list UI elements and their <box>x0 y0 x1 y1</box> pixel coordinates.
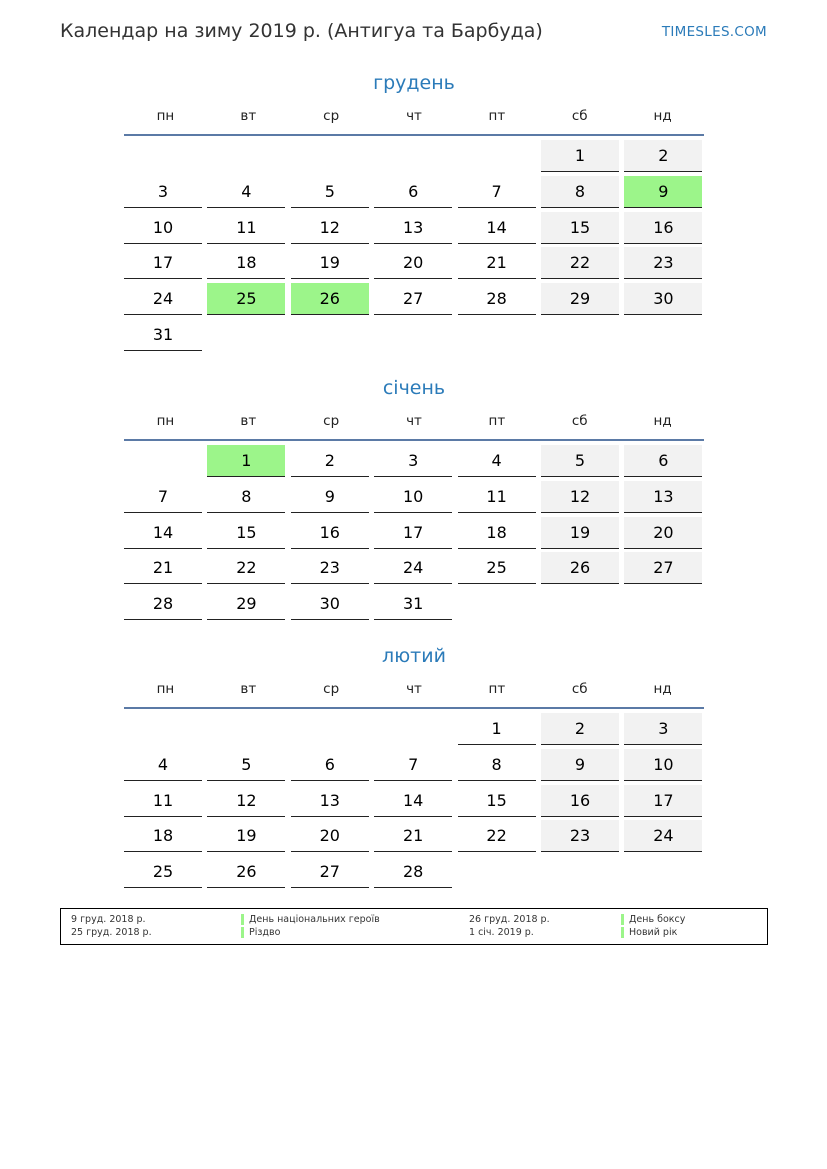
day-cell: 6 <box>624 445 702 477</box>
day-cell: 19 <box>291 247 369 279</box>
day-cell: 28 <box>374 856 452 888</box>
weekday-label: пн <box>156 413 175 429</box>
holiday-day-cell: 1 <box>207 445 285 477</box>
legend-date: 9 груд. 2018 р. <box>71 914 146 925</box>
day-cell: 1 <box>541 140 619 172</box>
day-cell: 21 <box>124 552 202 584</box>
holiday-color-marker <box>621 927 624 938</box>
day-cell: 27 <box>374 283 452 315</box>
day-cell: 17 <box>624 785 702 817</box>
weekday-header <box>124 410 704 432</box>
day-cell: 9 <box>541 749 619 781</box>
day-cell: 24 <box>374 552 452 584</box>
day-cell: 18 <box>458 517 536 549</box>
day-cell: 26 <box>207 856 285 888</box>
weekday-label: пн <box>156 681 175 697</box>
day-cell: 8 <box>458 749 536 781</box>
weekday-label: вт <box>240 681 257 697</box>
day-cell: 13 <box>624 481 702 513</box>
weekday-label: сб <box>571 413 588 429</box>
day-cell: 18 <box>207 247 285 279</box>
day-cell: 18 <box>124 820 202 852</box>
day-cell: 26 <box>541 552 619 584</box>
holiday-color-marker <box>241 927 244 938</box>
day-cell: 15 <box>458 785 536 817</box>
day-cell: 5 <box>291 176 369 208</box>
day-cell: 15 <box>207 517 285 549</box>
day-cell: 5 <box>207 749 285 781</box>
day-cell: 10 <box>124 212 202 244</box>
day-cell: 6 <box>291 749 369 781</box>
weekday-label: ср <box>323 681 340 697</box>
day-cell: 19 <box>207 820 285 852</box>
day-cell: 27 <box>291 856 369 888</box>
weekday-label: вт <box>240 108 257 124</box>
legend-holiday-name: Різдво <box>249 927 281 938</box>
holiday-day-cell: 25 <box>207 283 285 315</box>
legend-holiday-name: День боксу <box>629 914 686 925</box>
day-cell: 12 <box>291 212 369 244</box>
day-cell: 30 <box>624 283 702 315</box>
day-cell: 22 <box>207 552 285 584</box>
weekday-header <box>124 678 704 700</box>
weekday-label: ср <box>323 413 340 429</box>
day-cell: 4 <box>124 749 202 781</box>
legend-holiday-name: Новий рік <box>629 927 678 938</box>
day-cell: 31 <box>124 319 202 351</box>
day-cell: 22 <box>458 820 536 852</box>
weekday-label: пн <box>156 108 175 124</box>
day-cell: 23 <box>291 552 369 584</box>
day-grid <box>124 140 704 355</box>
day-cell: 7 <box>374 749 452 781</box>
month-title: грудень <box>373 72 455 94</box>
day-cell: 16 <box>291 517 369 549</box>
day-cell: 22 <box>541 247 619 279</box>
month-calendar <box>124 70 704 355</box>
day-cell: 13 <box>291 785 369 817</box>
holiday-day-cell: 26 <box>291 283 369 315</box>
day-grid <box>124 713 704 892</box>
holiday-color-marker <box>241 914 244 925</box>
day-cell: 8 <box>207 481 285 513</box>
day-cell: 27 <box>624 552 702 584</box>
header-divider <box>124 134 704 136</box>
day-cell: 15 <box>541 212 619 244</box>
day-cell: 17 <box>124 247 202 279</box>
weekday-label: чт <box>406 108 422 124</box>
holiday-legend <box>60 908 768 945</box>
day-cell: 30 <box>291 588 369 620</box>
day-cell: 3 <box>374 445 452 477</box>
day-cell: 3 <box>124 176 202 208</box>
holiday-day-cell: 9 <box>624 176 702 208</box>
brand-link[interactable]: TIMESLES.COM <box>661 24 767 40</box>
day-cell: 14 <box>124 517 202 549</box>
day-cell: 29 <box>541 283 619 315</box>
weekday-label: сб <box>571 108 588 124</box>
day-cell: 2 <box>541 713 619 745</box>
month-title: січень <box>382 377 446 399</box>
weekday-label: чт <box>406 681 422 697</box>
day-cell: 10 <box>624 749 702 781</box>
day-cell: 11 <box>458 481 536 513</box>
day-cell: 11 <box>124 785 202 817</box>
day-cell: 29 <box>207 588 285 620</box>
day-cell: 25 <box>458 552 536 584</box>
header-divider <box>124 439 704 441</box>
weekday-label: нд <box>653 108 672 124</box>
weekday-label: вт <box>240 413 257 429</box>
day-cell: 24 <box>124 283 202 315</box>
day-cell: 28 <box>124 588 202 620</box>
day-cell: 28 <box>458 283 536 315</box>
day-cell: 1 <box>458 713 536 745</box>
day-cell: 10 <box>374 481 452 513</box>
weekday-header <box>124 105 704 127</box>
day-cell: 23 <box>624 247 702 279</box>
holiday-color-marker <box>621 914 624 925</box>
day-cell: 21 <box>374 820 452 852</box>
day-cell: 31 <box>374 588 452 620</box>
day-cell: 17 <box>374 517 452 549</box>
month-calendar <box>124 375 704 624</box>
day-cell: 8 <box>541 176 619 208</box>
day-cell: 20 <box>624 517 702 549</box>
day-cell: 16 <box>624 212 702 244</box>
day-cell: 21 <box>458 247 536 279</box>
month-calendar <box>124 643 704 892</box>
day-cell: 20 <box>374 247 452 279</box>
day-cell: 11 <box>207 212 285 244</box>
day-cell: 7 <box>124 481 202 513</box>
weekday-label: пт <box>488 108 506 124</box>
day-cell: 25 <box>124 856 202 888</box>
day-cell: 2 <box>624 140 702 172</box>
day-cell: 2 <box>291 445 369 477</box>
legend-holiday-name: День національних героїв <box>249 914 380 925</box>
day-cell: 23 <box>541 820 619 852</box>
legend-date: 1 січ. 2019 р. <box>469 927 534 938</box>
weekday-label: нд <box>653 413 672 429</box>
day-cell: 13 <box>374 212 452 244</box>
weekday-label: пт <box>488 413 506 429</box>
weekday-label: нд <box>653 681 672 697</box>
weekday-label: сб <box>571 681 588 697</box>
weekday-label: ср <box>323 108 340 124</box>
header-divider <box>124 707 704 709</box>
day-cell: 24 <box>624 820 702 852</box>
day-cell: 16 <box>541 785 619 817</box>
day-cell: 5 <box>541 445 619 477</box>
day-cell: 3 <box>624 713 702 745</box>
day-cell: 20 <box>291 820 369 852</box>
day-cell: 6 <box>374 176 452 208</box>
month-title: лютий <box>382 645 446 667</box>
day-cell: 9 <box>291 481 369 513</box>
weekday-label: чт <box>406 413 422 429</box>
weekday-label: пт <box>488 681 506 697</box>
day-cell: 14 <box>458 212 536 244</box>
page-title: Календар на зиму 2019 р. (Антигуа та Барбуда) <box>60 20 543 42</box>
day-cell: 12 <box>541 481 619 513</box>
legend-date: 26 груд. 2018 р. <box>469 914 550 925</box>
day-cell: 7 <box>458 176 536 208</box>
day-cell: 14 <box>374 785 452 817</box>
day-grid <box>124 445 704 624</box>
day-cell: 19 <box>541 517 619 549</box>
legend-date: 25 груд. 2018 р. <box>71 927 152 938</box>
day-cell: 4 <box>458 445 536 477</box>
day-cell: 12 <box>207 785 285 817</box>
day-cell: 4 <box>207 176 285 208</box>
